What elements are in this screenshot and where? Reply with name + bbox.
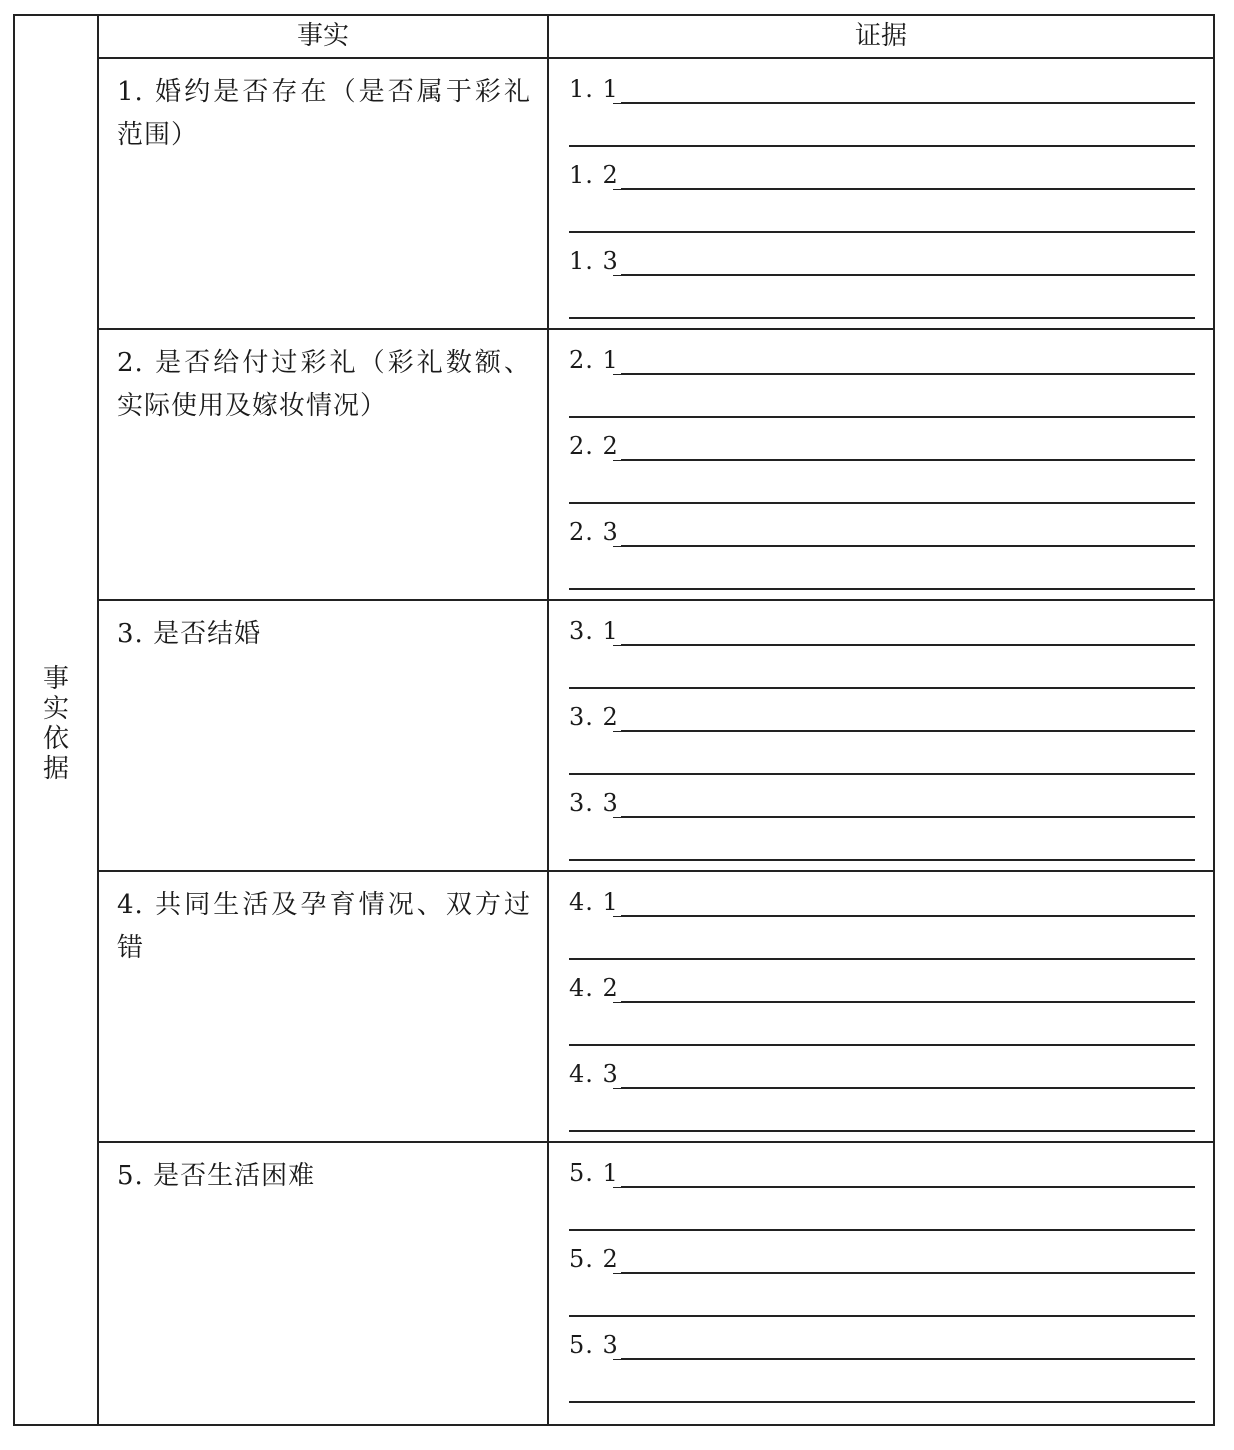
- side-label-fact-basis: [15, 664, 97, 784]
- evidence-line[interactable]: [569, 332, 1195, 375]
- table-row: [99, 1143, 1213, 1424]
- evidence-number: 4. 3: [569, 1060, 619, 1088]
- evidence-continuation-line[interactable]: [569, 375, 1195, 418]
- evidence-continuation-line[interactable]: [569, 547, 1195, 590]
- table-row: [99, 330, 1213, 601]
- evidence-cell: [549, 330, 1213, 599]
- blank-line: [569, 1130, 1195, 1132]
- evidence-number: 2. 2: [569, 432, 619, 460]
- evidence-line[interactable]: [569, 61, 1195, 104]
- side-column: [15, 16, 99, 1424]
- evidence-number: 2. 1: [569, 346, 619, 374]
- evidence-number: 3. 3: [569, 789, 619, 817]
- evidence-continuation-line[interactable]: [569, 1089, 1195, 1132]
- blank-line: [569, 859, 1195, 861]
- evidence-line[interactable]: [569, 689, 1195, 732]
- evidence-line[interactable]: [569, 233, 1195, 276]
- evidence-line[interactable]: [569, 1145, 1195, 1188]
- evidence-line[interactable]: [569, 504, 1195, 547]
- evidence-continuation-line[interactable]: [569, 1188, 1195, 1231]
- evidence-continuation-line[interactable]: [569, 1360, 1195, 1403]
- evidence-continuation-line[interactable]: [569, 104, 1195, 147]
- table-row: [99, 601, 1213, 872]
- table-header: [99, 16, 1213, 59]
- side-label-char: 事: [42, 664, 69, 694]
- blank-line: [569, 588, 1195, 590]
- evidence-continuation-line[interactable]: [569, 646, 1195, 689]
- evidence-line[interactable]: [569, 960, 1195, 1003]
- evidence-cell: [549, 601, 1213, 870]
- evidence-number: 2. 3: [569, 518, 619, 546]
- evidence-continuation-line[interactable]: [569, 461, 1195, 504]
- side-label-char: 据: [42, 754, 69, 784]
- evidence-continuation-line[interactable]: [569, 917, 1195, 960]
- fact-cell: 1. 婚约是否存在（是否属于彩礼范围）: [99, 59, 549, 328]
- fact-cell: 5. 是否生活困难: [99, 1143, 549, 1424]
- fact-cell: 3. 是否结婚: [99, 601, 549, 870]
- evidence-number: 3. 2: [569, 703, 619, 731]
- evidence-line[interactable]: [569, 775, 1195, 818]
- evidence-cell: [549, 1143, 1213, 1424]
- evidence-continuation-line[interactable]: [569, 1003, 1195, 1046]
- evidence-continuation-line[interactable]: [569, 732, 1195, 775]
- evidence-number: 3. 1: [569, 617, 619, 645]
- evidence-line[interactable]: [569, 147, 1195, 190]
- header-evidence: 证据: [854, 21, 907, 51]
- evidence-number: 5. 2: [569, 1245, 619, 1273]
- fact-cell: 4. 共同生活及孕育情况、双方过错: [99, 872, 549, 1141]
- evidence-number: 1. 3: [569, 247, 619, 275]
- side-label-char: 依: [42, 724, 69, 754]
- evidence-number: 5. 1: [569, 1159, 619, 1187]
- evidence-continuation-line[interactable]: [569, 818, 1195, 861]
- evidence-line[interactable]: [569, 1231, 1195, 1274]
- evidence-line[interactable]: [569, 603, 1195, 646]
- blank-line: [569, 1401, 1195, 1403]
- evidence-number: 4. 1: [569, 888, 619, 916]
- table-row: [99, 872, 1213, 1143]
- evidence-line[interactable]: [569, 874, 1195, 917]
- table-row: [99, 59, 1213, 330]
- evidence-number: 1. 2: [569, 161, 619, 189]
- side-label-char: 实: [42, 694, 69, 724]
- evidence-continuation-line[interactable]: [569, 276, 1195, 319]
- evidence-line[interactable]: [569, 1317, 1195, 1360]
- evidence-number: 1. 1: [569, 75, 619, 103]
- fact-cell: 2. 是否给付过彩礼（彩礼数额、实际使用及嫁妆情况）: [99, 330, 549, 599]
- evidence-continuation-line[interactable]: [569, 190, 1195, 233]
- header-fact: 事实: [99, 16, 549, 57]
- evidence-cell: [549, 872, 1213, 1141]
- evidence-line[interactable]: [569, 1046, 1195, 1089]
- evidence-number: 4. 2: [569, 974, 619, 1002]
- evidence-line[interactable]: [569, 418, 1195, 461]
- evidence-number: 5. 3: [569, 1331, 619, 1359]
- fact-evidence-table: [13, 14, 1215, 1426]
- blank-line: [569, 317, 1195, 319]
- evidence-cell: [549, 59, 1213, 328]
- evidence-continuation-line[interactable]: [569, 1274, 1195, 1317]
